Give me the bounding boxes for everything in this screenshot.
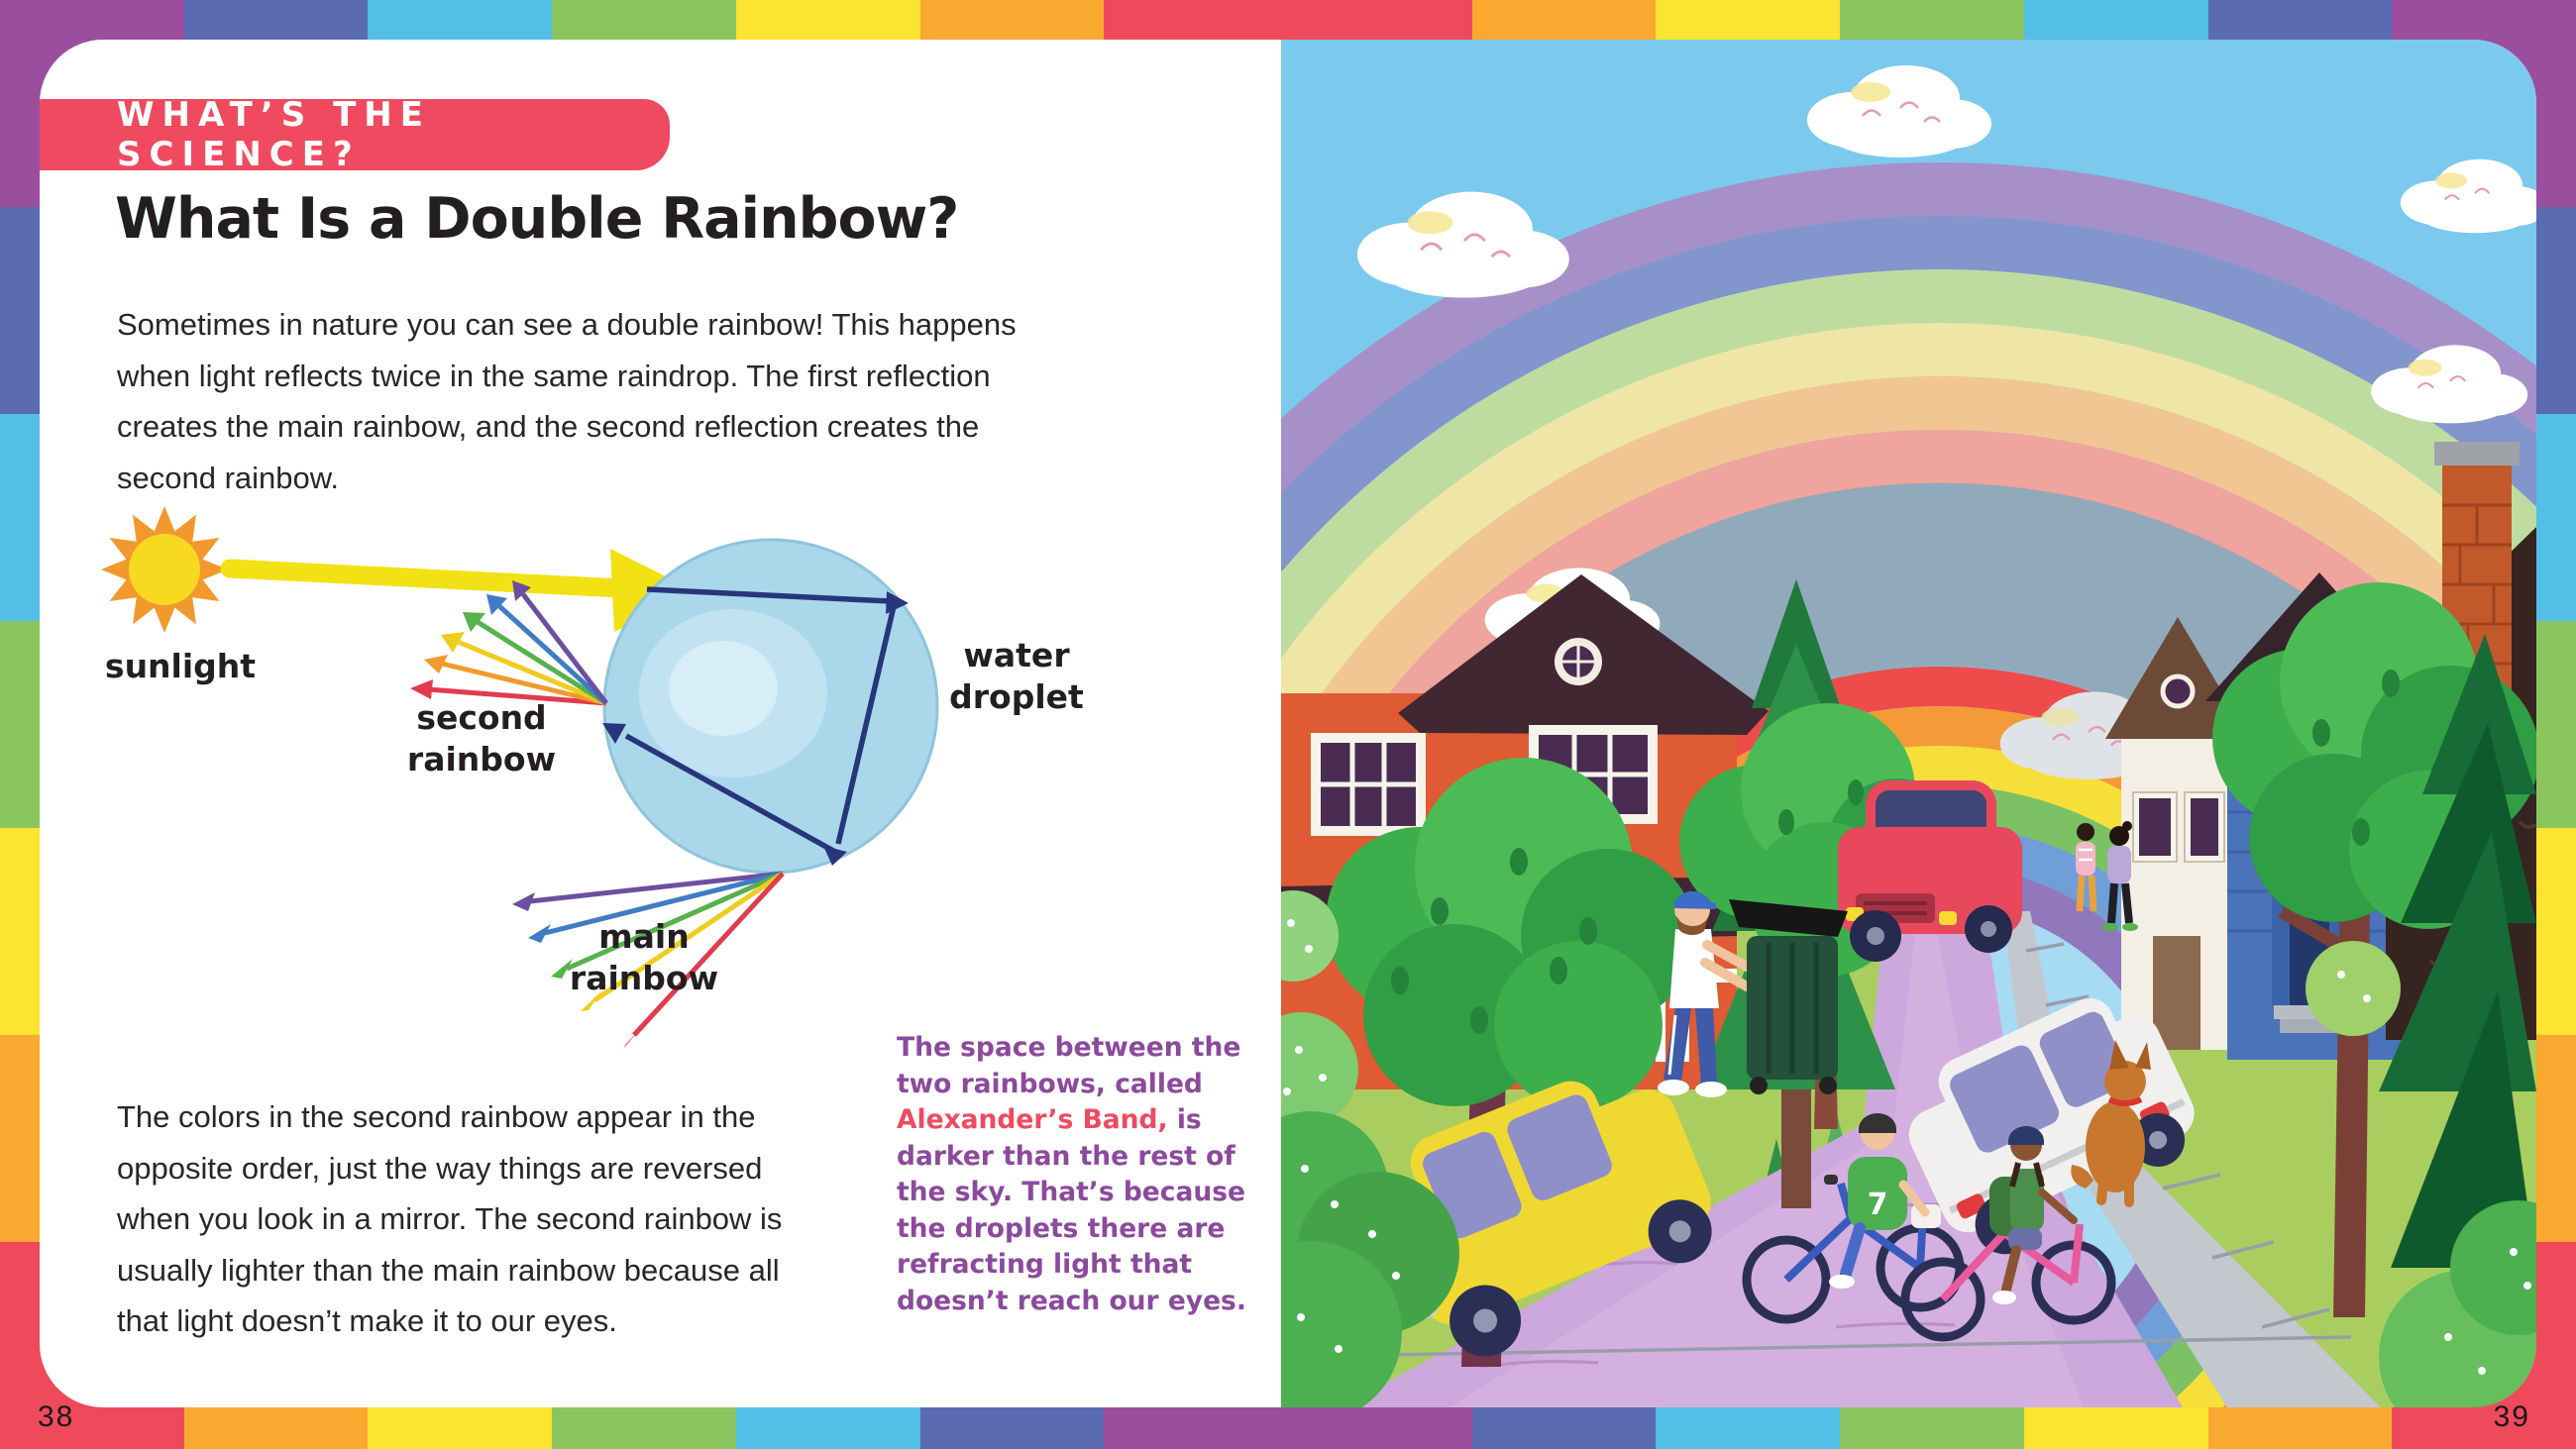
section-banner <box>40 95 670 174</box>
page-card <box>40 40 2536 1407</box>
neighborhood-illustration <box>1281 40 2536 1407</box>
window <box>1311 733 1426 836</box>
label-water-droplet: water droplet <box>949 636 1084 716</box>
page-number-right: 39 <box>2493 1400 2530 1433</box>
body-paragraph: The colors in the second rainbow appear in the opposite order, just the way things are reversed when you look in a mirror. The second rainbow is usually lighter than the main rainbow because all that light doesn’t make it to our eyes. <box>117 1099 783 1338</box>
second-rainbow-rays <box>410 580 606 703</box>
page-title: What Is a Double Rainbow? <box>115 186 959 252</box>
alexanders-band-highlight: Alexander’s Band, <box>897 1104 1168 1135</box>
shirt-number: 7 <box>1867 1188 1888 1222</box>
alexanders-band-note: The space between the two rainbows, called Alexander’s Band, is darker than the rest of the sky. That’s because the droplets there are refracting light that doesn’t reach our eyes. <box>897 1032 1246 1316</box>
label-sunlight: sunlight <box>104 647 257 685</box>
label-second-rainbow: second rainbow <box>406 698 557 778</box>
label-main-rainbow: main rainbow <box>569 917 719 997</box>
sun-icon <box>101 506 228 633</box>
intro-paragraph: Sometimes in nature you can see a double rainbow! This happens when light reflects twice in the same raindrop. The first reflection creates the main rainbow, and the second reflection creates the second rainbow. <box>117 307 1017 495</box>
page-number-left: 38 <box>38 1400 75 1433</box>
section-banner-label: WHAT’S THE SCIENCE? <box>117 95 431 174</box>
